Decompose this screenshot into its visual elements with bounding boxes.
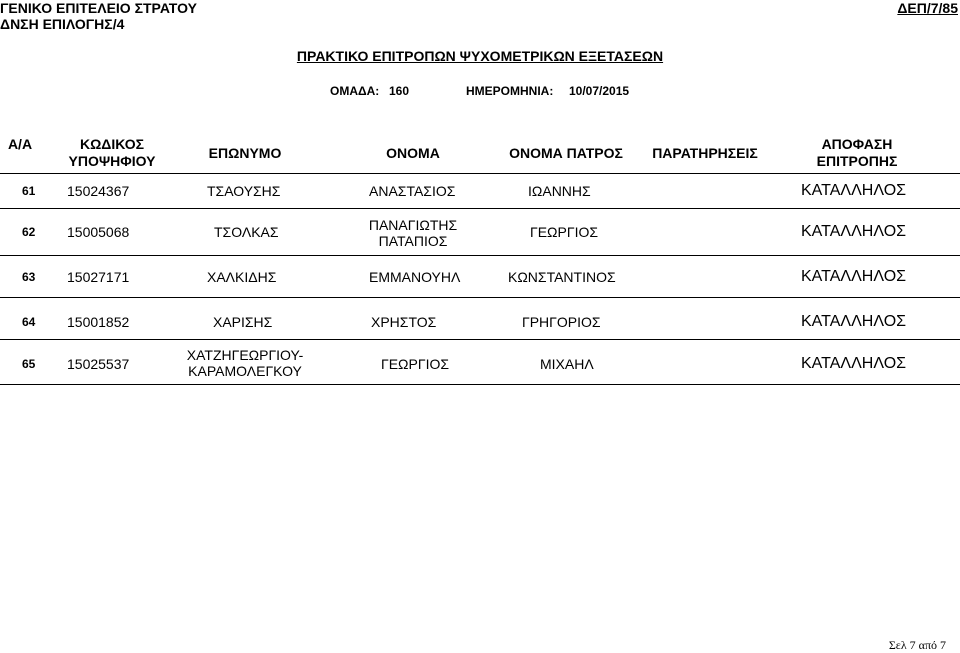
col-aa: Α/Α (7, 136, 33, 152)
table-row (0, 340, 960, 384)
col-decision (817, 136, 898, 170)
row-father: ΓΡΗΓΟΡΙΟΣ (522, 314, 601, 330)
page-title: ΠΡΑΚΤΙΚΟ ΕΠΙΤΡΟΠΩΝ ΨΥΧΟΜΕΤΡΙΚΩΝ ΕΞΕΤΑΣΕΩΝ (296, 48, 664, 64)
row-surname (187, 347, 303, 379)
row-father: ΙΩΑΝΝΗΣ (528, 183, 591, 199)
col-code-line1: ΚΩΔΙΚΟΣ (79, 136, 145, 152)
col-code-line2: ΥΠΟΨΗΦΙΟΥ (68, 153, 156, 169)
col-decision-line1: ΑΠΟΦΑΣΗ (821, 136, 893, 152)
org-line-1: ΓΕΝΙΚΟ ΕΠΙΤΕΛΕΙΟ ΣΤΡΑΤΟΥ (0, 0, 197, 16)
row-aa: 63 (22, 269, 36, 284)
page-number: Σελ 7 από 7 (888, 638, 946, 652)
col-decision-line2: ΕΠΙΤΡΟΠΗΣ (816, 153, 898, 169)
row-name (369, 217, 457, 249)
row-aa: 61 (22, 184, 36, 198)
row-surname-line1: ΧΑΤΖΗΓΕΩΡΓΙΟΥ- (186, 347, 304, 363)
col-code (69, 136, 156, 170)
row-name: ΓΕΩΡΓΙΟΣ (381, 356, 449, 372)
row-father: ΚΩΝΣΤΑΝΤΙΝΟΣ (508, 268, 616, 285)
row-name-line2: ΠΑΤΑΠΙΟΣ (378, 233, 448, 249)
row-code: 15025537 (67, 356, 130, 372)
row-surname: ΤΣΟΛΚΑΣ (214, 224, 279, 240)
row-father: ΓΕΩΡΓΙΟΣ (530, 224, 598, 240)
row-name: ΧΡΗΣΤΟΣ (371, 314, 437, 330)
row-aa: 62 (22, 225, 36, 239)
date-label: ΗΜΕΡΟΜΗΝΙΑ: (466, 84, 554, 98)
row-decision: ΚΑΤΑΛΛΗΛΟΣ (801, 223, 907, 240)
row-name: ΑΝΑΣΤΑΣΙΟΣ (369, 183, 456, 199)
org-line-2: ΔΝΣΗ ΕΠΙΛΟΓΗΣ/4 (0, 16, 125, 32)
row-name-line1: ΠΑΝΑΓΙΩΤΗΣ (368, 217, 458, 233)
document-ref: ΔΕΠ/7/85 (897, 0, 958, 16)
table-row (0, 174, 960, 208)
row-decision: ΚΑΤΑΛΛΗΛΟΣ (801, 355, 907, 372)
row-code: 15001852 (67, 314, 130, 330)
row-aa: 64 (22, 315, 36, 329)
row-decision: ΚΑΤΑΛΛΗΛΟΣ (801, 313, 907, 330)
row-code: 15024367 (67, 183, 130, 199)
col-surname: ΕΠΩΝΥΜΟ (208, 145, 282, 161)
row-surname: ΤΣΑΟΥΣΗΣ (207, 183, 281, 199)
col-remarks: ΠΑΡΑΤΗΡΗΣΕΙΣ (652, 145, 758, 161)
group-value: 160 (389, 84, 410, 98)
table-row (0, 298, 960, 339)
row-decision: ΚΑΤΑΛΛΗΛΟΣ (801, 182, 907, 199)
group-label: ΟΜΑΔΑ: (330, 84, 380, 98)
table-row (0, 209, 960, 255)
col-name: ΟΝΟΜΑ (386, 145, 440, 161)
date-value: 10/07/2015 (569, 84, 630, 98)
row-surname: ΧΑΛΚΙΔΗΣ (207, 268, 277, 285)
table-row (0, 256, 960, 297)
row-name: ΕΜΜΑΝΟΥΗΛ (369, 268, 461, 285)
row-aa: 65 (22, 357, 36, 371)
row-surname-line2: ΚΑΡΑΜΟΛΕΓΚΟΥ (188, 363, 302, 379)
row-decision: ΚΑΤΑΛΛΗΛΟΣ (801, 267, 907, 285)
row-surname: ΧΑΡΙΣΗΣ (213, 314, 273, 330)
col-father: ΟΝΟΜΑ ΠΑΤΡΟΣ (509, 145, 623, 161)
row-code: 15005068 (67, 224, 130, 240)
row-father: ΜΙΧΑΗΛ (540, 356, 594, 372)
row-code: 15027171 (67, 268, 130, 285)
